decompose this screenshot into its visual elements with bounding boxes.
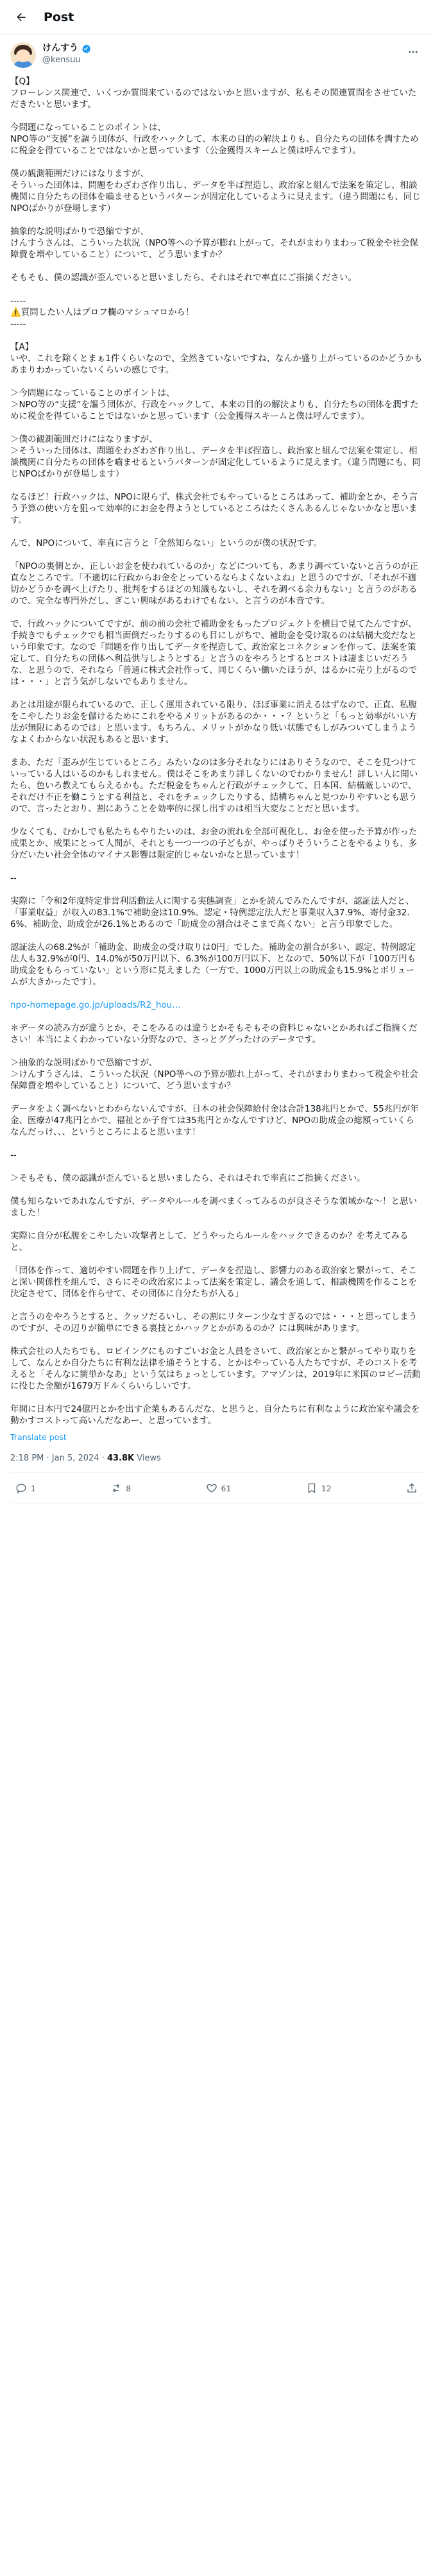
- reply-count: 1: [31, 1483, 36, 1493]
- q-scope: 僕の観測範囲だけにはなりますが、 そういった団体は、問題をわざわざ作り出し、データを半ば捏造し、政治家と組んで法案を策定し、相談機関に自分たちの団体を嚙ませるというパターンが固定化しているように見えます。（違う問題にも、同じNPOばかりが登場します）: [10, 169, 421, 214]
- verified-badge-icon: [81, 44, 91, 54]
- dashes: -----: [10, 319, 26, 329]
- q-intro: フローレンス関連で、いくつか質問来ているのではないかと思いますが、私もその関連質問をさせていただきたいと思います。: [10, 88, 417, 110]
- a-paragraph: 実際に自分が私腹をこやしたい攻撃者として、どうやったらルールをハックできるのか？を考えてみると、: [10, 1231, 409, 1253]
- author-info: [42, 42, 403, 65]
- dashes: -----: [10, 296, 26, 306]
- a-paragraph: 株式会社の人たちでも、ロビイングにものすごいお金と人員をさいて、政治家とかと繋がってやり取りをして、なんとか自分たちに有利な法律を通そうとする、とかはやっている人たちですが、そのコストを考えると「そんなに簡単かなあ」という気はちょっとしています。アマゾンは、2019年に米国のロビー活動に投じた金額が1679万ドルくらいらしいです。: [10, 1346, 421, 1391]
- translate-link[interactable]: Translate post: [10, 1432, 67, 1442]
- source-link[interactable]: npo-homepage.go.jp/uploads/R2_hou…: [10, 1000, 181, 1010]
- q-heading: 【Q】: [10, 76, 35, 87]
- top-bar: [0, 0, 433, 35]
- avatar[interactable]: [10, 42, 36, 68]
- like-count: 61: [221, 1483, 232, 1493]
- like-button[interactable]: [206, 1482, 232, 1494]
- a-paragraph: まあ、ただ「歪みが生じているところ」みたいなのは多分それなりにはありそうなので、そこを見つけていっている人はいるのかもしれません。僕はそこをあまり詳しくないのでわかりません！詳しい人に聞いたら、色いろ教えてもらえるかも。ただ税金をちゃんと行政がチェックして、日本国、結構厳しいので、それだけ不正を働こうとする利益と、それをチェックしたりする、結構ちゃんと見つかりやすいとも思うので、言ったとおり、割にあうことを効率的に探し出すのは相当大変なことだと思います。: [10, 758, 418, 814]
- repost-icon: [110, 1482, 122, 1494]
- a-paragraph: で、行政ハックについてですが、前の前の会社で補助金をもったプロジェクトを横目で見てたんですが、手続きでもチェックでも相当面倒だったりするのも目にしがちで、補助金を受け取るのは結構大変だなという印象です。なので「問題を作り出してデータを捏造して、政治家とコネクションを作って、法案を策定して、自分たちの団体へ利益供与しようとする」と言うのをやろうとするとコストは凄まじいだろうな、と思うので、それなら「普通に株式会社作って、同じくらい働いたほうが、はるかに売り上がるのでは・・・」と言う気がしないでもありません。: [10, 619, 417, 687]
- author-name-row[interactable]: [42, 42, 403, 55]
- divider-text: --: [10, 873, 17, 883]
- a-paragraph: んで、NPOについて、率直に言うと「全然知らない」というのが僕の状況です。: [10, 538, 322, 548]
- tweet-meta: [10, 1453, 423, 1473]
- a-paragraph: 年間に日本円で24億円とかを出す企業もあるんだな、と思うと、自分たちに有利なように政治家や議会を動かすコストって高いんだなあー、と思っています。: [10, 1404, 420, 1426]
- a-heading: 【A】: [10, 342, 34, 352]
- repost-button[interactable]: [110, 1482, 131, 1494]
- share-icon: [406, 1482, 418, 1494]
- back-button[interactable]: [10, 6, 32, 28]
- divider-text: --: [10, 1150, 17, 1160]
- arrow-left-icon: [15, 11, 28, 24]
- more-horizontal-icon: [407, 46, 419, 58]
- heart-icon: [206, 1482, 217, 1494]
- q-point: 今問題になっていることのポイントは、 NPO等の“支援”を謳う団体が、行政をハックして、本来の目的の解決よりも、自分たちの団体を潤すために税金を得ていることではないかと思っています（公金獲得スキームと僕は呼んでます）。: [10, 123, 419, 156]
- reply-button[interactable]: [15, 1482, 36, 1494]
- notice: ⚠️質問したい人はプロフ欄のマシュマロから！: [10, 307, 194, 318]
- repost-count: 8: [126, 1483, 132, 1493]
- q-question: 抽象的な説明ばかりで恐縮ですが、 けんすうさんは、こういった状況（NPO等への予算が膨れ上がって、それがまわりまわって税金や社会保障費を増やしていること）について、どう思いますか？: [10, 226, 418, 260]
- a-paragraph: 実際に「令和2年度特定非営利活動法人に関する実態調査」とかを読んでみたんですが、認証法人だと、「事業収益」が収入の83.1%で補助金は10.9%。認定・特例認定法人だと事業収入37.9%、寄付金32.6%、補助金、助成金が26.1%とあるので「助成金の割合はそこまで高くない」と言う印象でした。: [10, 896, 414, 929]
- tweet: [0, 35, 433, 1504]
- a-quote: ＞そもそも、僕の認識が歪んでいると思いましたら、それはそれで率直にご指摘ください。: [10, 1173, 366, 1183]
- a-paragraph: 認証法人の68.2%が「補助金、助成金の受け取りは0円」でした。補助金の割合が多い、認定、特例認定法人も32.9%が0円、14.0%が50万円以下、6.3%が100万円以下、となので、50%以下が「100万円も助成金をもらっていない」という形に見えました（一方で、1000万円以上の助成金も15.9%とボリュームが大きかったです）。: [10, 942, 416, 987]
- a-paragraph: データをよく調べないとわからないんですが、日本の社会保障給付金は合計138兆円とかで、55兆円が年金、医療が47兆円とかで、福祉とか子育ては35兆円とかなんですけど、NPOの助成金の総額っていくらなんだっけ、、、というところによると思います！: [10, 1104, 419, 1137]
- share-button[interactable]: [406, 1482, 418, 1494]
- q-close: そもそも、僕の認識が歪んでいると思いましたら、それはそれで率直にご指摘ください。: [10, 273, 357, 283]
- a-quote: ＞僕の観測範囲だけにはなりますが、 ＞そういった団体は、問題をわざわざ作り出し、データを半ば捏造し、政治家と組んで法案を策定し、相談機関に自分たちの団体を嚙ませるというパターンが固定化しているように見えます。（違う問題にも、同じNPOばかりが登場します）: [10, 434, 421, 479]
- more-button[interactable]: [403, 42, 423, 62]
- tweet-text: [10, 76, 423, 1443]
- a-paragraph: なるほど！行政ハックは、NPOに限らず、株式会社でもやっているところはあって、補助金とか、そう言う予算の使い方を狙って効率的にお金を得ようとしているところはたくさんあるんじゃないかなと思います。: [10, 492, 418, 525]
- a-intro: いや、これを除くとまぁ1件くらいなので、全然きていないですね、なんか盛り上がっているのかどうかもあまりわかっていないくらいの感じです。: [10, 353, 423, 375]
- a-paragraph: あとは用途が限られているので、正しく運用されている限り、ほぼ事業に消えるはずなので、正直、私腹をこやしたりお金を儲けるためにこれをやるメリットがあるのか・・・？というと「もっと効率がいい方法が無限にあるのでは」と思います。もちろん、メリットがかなり低い状態でもしがみついてしまうようなよくわからない状況もあると思います。: [10, 700, 417, 745]
- a-paragraph: 僕も知らないであれなんですが、データやルールを調べまくってみるのが良さそうな領域かな〜！と思いました！: [10, 1196, 417, 1218]
- bookmark-button[interactable]: [306, 1482, 332, 1494]
- bookmark-icon: [306, 1482, 318, 1494]
- author-handle[interactable]: @kensuu: [42, 55, 81, 65]
- bookmark-count: 12: [321, 1483, 332, 1493]
- a-paragraph: 「団体を作って、適切やすい問題を作り上げて、データを捏造し、影響力のある政治家と繋がって、そこと深い関係性を組んで、さらにその政治家によって法案を策定し、議会を通して、相談機関を作ることを決定させて、団体を作らせて、その団体に自分たちが入る」: [10, 1266, 417, 1299]
- reply-icon: [15, 1482, 27, 1494]
- a-quote: ＞抽象的な説明ばかりで恐縮ですが、 ＞けんすうさんは、こういった状況（NPO等への予算が膨れ上がって、それがまわりまわって税金や社会保障費を増やしていること）について、どう思いますか？: [10, 1058, 418, 1091]
- a-paragraph: 「NPOの裏側とか、正しいお金を使われているのか」などについても、あまり調べていないと言うのが正直なところです。「不適切に行政からお金をとっているならよくないよね」と思うのですが、「それが不適切かどうかを調べ上げたり、批判をするほどの知識もないし、それを調べる余力もない」と言うのがあるので、完全な専門外だし、ぎこい興味があるわけでもない、と言うのが本音です。: [10, 561, 419, 606]
- page-title: Post: [44, 10, 74, 24]
- timestamp[interactable]: 2:18 PM · Jan 5, 2024 ·: [10, 1453, 107, 1463]
- a-paragraph: 少なくても、むかしでも私たちもやりたいのは、お金の流れを全部可視化し、お金を使った予算が作った成果とか、成果にとって人間が、それとも一つ一つの子どもが、やっぱりそういうことをやるよりも、多分だいたい社会全体のマイナス影響は限定的じゃないかなと思っています！: [10, 827, 418, 860]
- views-label: Views: [134, 1453, 161, 1463]
- a-note: ＊データの読み方が違うとか、そこをみるのは違うとかそもそもその資料じゃないとかあればご指摘ください！本当によくわかっていない分野なので、さっとググったけのデータです。: [10, 1023, 418, 1045]
- author-name[interactable]: けんすう: [42, 43, 78, 53]
- author-row: [10, 42, 423, 68]
- action-bar: [10, 1473, 423, 1504]
- a-quote: ＞今問題になっていることのポイントは、 ＞NPO等の“支援”を謳う団体が、行政をハックして、本来の目的の解決よりも、自分たちの団体を潤すために税金を得ていることではないかと思っています（公金獲得スキームと僕は呼んでます）。: [10, 388, 419, 421]
- views-count: 43.8K: [106, 1453, 135, 1463]
- a-paragraph: と言うのをやろうとすると、クッソだるいし、その割にリターン少なすぎるのでは・・・と思ってしまうのですが、その辺りが簡単にできる裏技とかハックとかがあるのか？には興味があります。: [10, 1312, 418, 1334]
